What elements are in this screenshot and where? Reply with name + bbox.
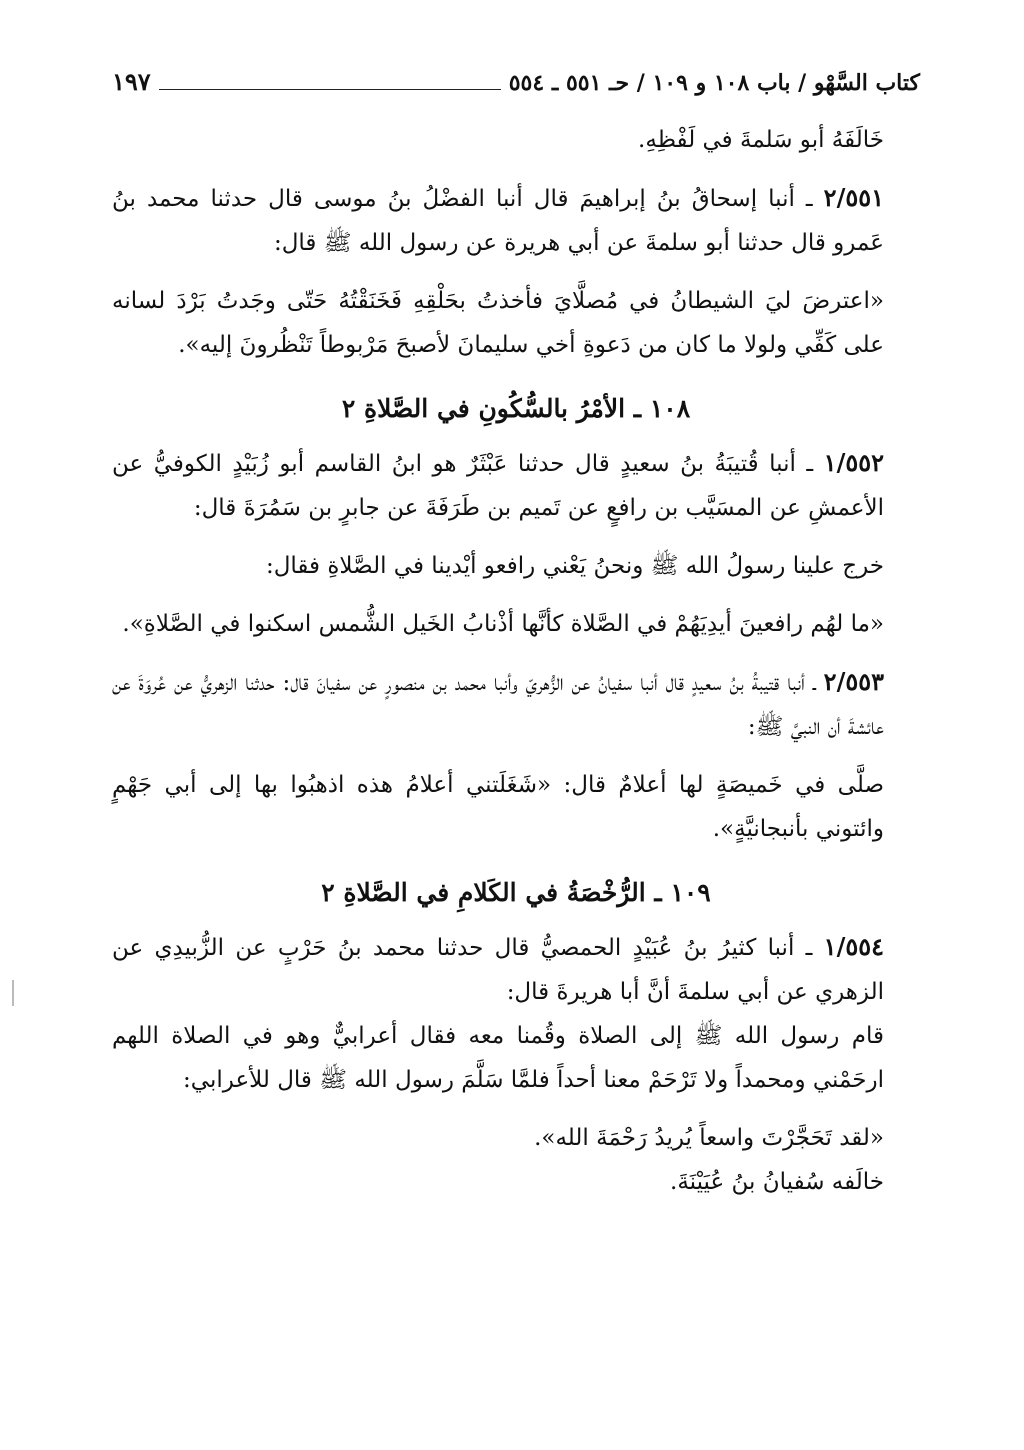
- paragraph: خالَفه سُفيانُ بنُ عُيَيْنَةَ.: [670, 1169, 884, 1195]
- paragraph: خرج علينا رسولُ الله ﷺ ونحنُ يَعْني رافعو أيْدينا في الصَّلاةِ فقال:: [265, 553, 884, 579]
- hadith-554: [112, 925, 920, 1014]
- hadith-552: [112, 441, 920, 530]
- hadith-text: ـ أنبا قتيبةُ بنُ سعيدٍ قال أنبا سفيانُ عن الزُّهريّ وأنبا محمد بن منصورٍ عن سفيانَ قال: حدثنا الزهريُّ عن عُروَةَ عن عائشةَ أن النبيَّ ﷺ:: [112, 670, 884, 740]
- paragraph: خَالَفَهُ أبو سَلمةَ في لَفْظِهِ.: [638, 127, 884, 153]
- hadith-matn: صلَّى في خَميصَةٍ لها أعلامٌ قال: «شَغَلَتني أعلامُ هذه اذهبُوا بها إلى أبي جَهْمٍ وائتوني بأنبجانيَّةٍ».: [112, 772, 884, 842]
- page-number: ١٩٧: [112, 67, 151, 96]
- hadith-text: ـ أنبا إسحاقُ بنُ إبراهيمَ قال أنبا الفضْلُ بنُ موسى قال حدثنا محمد بنُ عَمرو قال حدثنا أبو سلمةَ عن أبي هريرة عن رسول الله ﷺ قال:: [112, 186, 884, 256]
- hadith-number: ١/٥٥٤: [823, 932, 884, 961]
- hadith-number: ١/٥٥٢: [823, 448, 884, 477]
- hadith-553: [112, 660, 920, 749]
- page-header: [112, 56, 920, 96]
- hadith-matn: «ما لهُم رافعينَ أيدِيَهُمْ في الصَّلاة كأنَّها أذْنابُ الخَيل الشُّمس اسكنوا في الصَّلاةِ».: [122, 611, 884, 637]
- running-head: كتاب السَّهْو / باب ١٠٨ و ١٠٩ / حـ ٥٥١ ـ ٥٥٤: [508, 70, 920, 96]
- chapter-heading-108: ١٠٨ ـ الأمْرُ بالسُّكُونِ في الصَّلاةِ ٢: [341, 394, 691, 423]
- hadith-number: ٢/٥٥٣: [823, 667, 884, 696]
- hadith-number: ٢/٥٥١: [823, 183, 884, 212]
- hadith-matn: «اعترضَ ليَ الشيطانُ في مُصلَّايَ فأخذتُ بحَلْقِهِ فَخَنَقْتُهُ حَتّى وجَدتُ بَرْدَ لسانه على كَفِّي ولولا ما كان من دَعوةِ أخي سليمانَ لأصبحَ مَرْبوطاً تَنْظُرونَ إليه».: [112, 288, 884, 358]
- page-body: [112, 118, 920, 1204]
- chapter-heading-109: ١٠٩ ـ الرُّخْصَةُ في الكَلامِ في الصَّلاةِ ٢: [321, 878, 711, 907]
- header-rule: [159, 89, 501, 90]
- hadith-text: ـ أنبا قُتيبَةُ بنُ سعيدٍ قال حدثنا عَبْثَرٌ هو ابنُ القاسم أبو زُبَيْدٍ الكوفيُّ عن الأعمشِ عن المسَيَّب بن رافعٍ عن تَميم بن طَرَفَةَ عن جابرٍ بن سَمُرَةَ قال:: [112, 451, 884, 521]
- hadith-matn: «لقد تَحَجَّرْتَ واسعاً يُريدُ رَحْمَةَ الله».: [534, 1125, 884, 1151]
- margin-mark: [12, 980, 14, 1006]
- hadith-551: [112, 176, 920, 265]
- hadith-text: ـ أنبا كثيرُ بنُ عُبَيْدٍ الحمصيُّ قال حدثنا محمد بنُ حَرْبٍ عن الزُّبيدِي عن الزهري عن أبي سلمةَ أنَّ أبا هريرةَ قال:: [112, 935, 884, 1005]
- paragraph: قام رسول الله ﷺ إلى الصلاة وقُمنا معه فقال أعرابيٌّ وهو في الصلاة اللهم ارحَمْني ومحمداً ولا تَرْحَمْ معنا أحداً فلمَّا سَلَّمَ رسول الله ﷺ قال للأعرابي:: [112, 1023, 884, 1093]
